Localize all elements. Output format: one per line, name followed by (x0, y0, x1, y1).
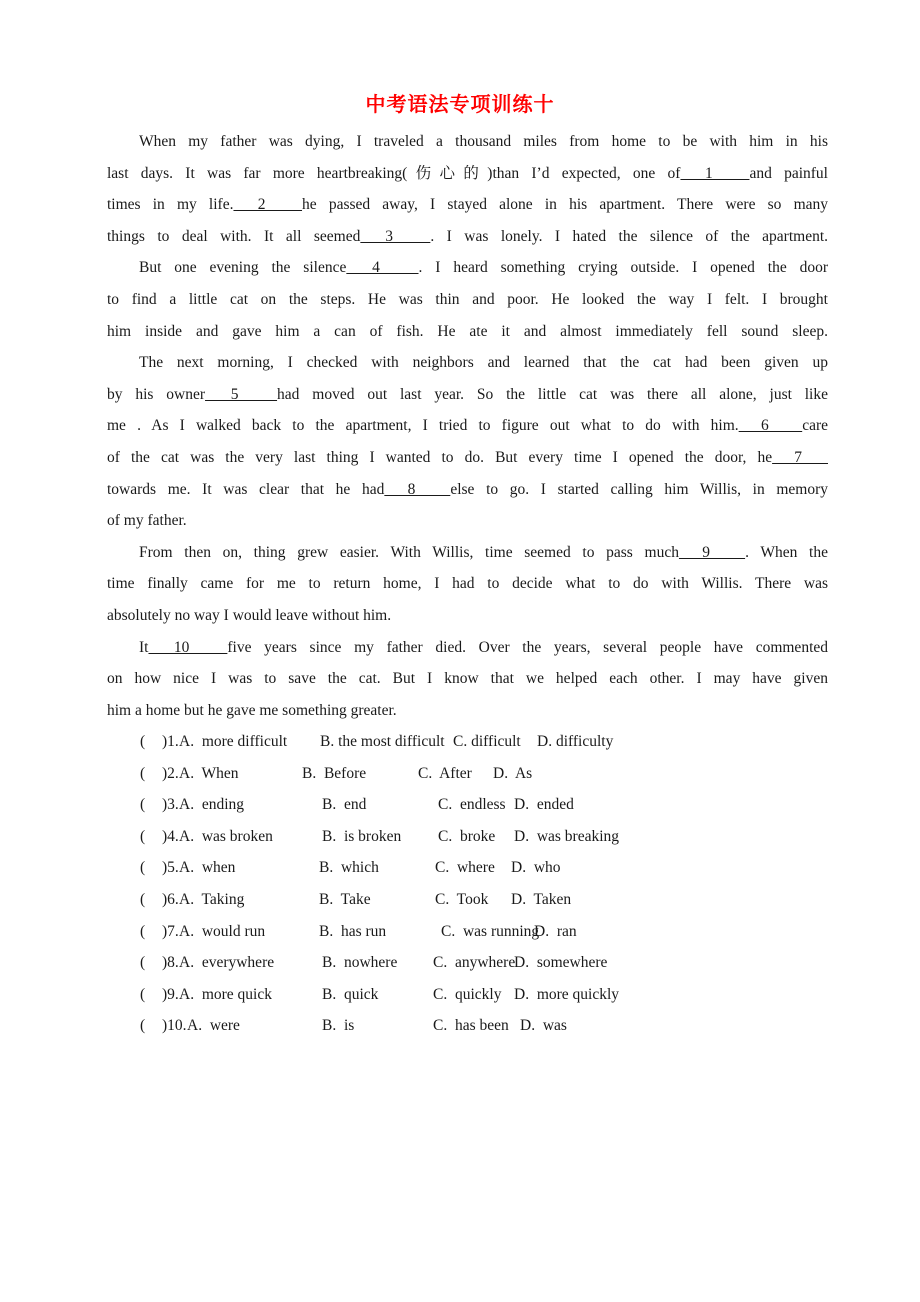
option-d[interactable]: D. who (511, 859, 561, 877)
passage-line (107, 286, 828, 318)
answer-blank[interactable]: 2 (233, 196, 303, 214)
question-row (0, 981, 920, 1013)
passage-line (107, 507, 828, 539)
passage-text: him a home but he gave me something greater. (107, 701, 397, 719)
option-a[interactable]: A. would run (179, 922, 266, 940)
passage-line (107, 634, 828, 666)
passage-line (107, 539, 828, 571)
passage-text: had moved out last year. So the little cat was there all alone, just like (277, 385, 828, 403)
passage-line (107, 602, 828, 634)
option-c[interactable]: C. Took (435, 890, 489, 908)
answer-paren[interactable]: ( (140, 764, 146, 782)
passage-line (107, 412, 828, 444)
passage-text: of my father. (107, 512, 187, 530)
question-row (0, 728, 920, 760)
passage-text: by his owner (107, 385, 206, 403)
option-c[interactable]: C. broke (438, 827, 496, 845)
option-d[interactable]: D. more quickly (514, 985, 620, 1003)
question-list (0, 728, 920, 1044)
option-c[interactable]: C. endless (438, 796, 506, 814)
option-c[interactable]: C. was running (441, 922, 540, 940)
passage-line (107, 254, 828, 286)
answer-paren[interactable]: ( (140, 922, 146, 940)
question-number: )2. (162, 764, 179, 782)
answer-blank[interactable]: 9 (678, 543, 746, 561)
passage-text: . I heard something crying outside. I opened the door (418, 259, 829, 277)
option-b[interactable]: B. has run (319, 922, 387, 940)
answer-blank[interactable]: 8 (384, 480, 451, 498)
question-number: )9. (162, 985, 179, 1003)
option-c[interactable]: C. After (418, 764, 472, 782)
answer-paren[interactable]: ( (140, 1017, 146, 1035)
passage-text: It (139, 638, 149, 656)
option-d[interactable]: D. was (520, 1017, 567, 1035)
option-d[interactable]: D. was breaking (514, 827, 620, 845)
passage-line (107, 381, 828, 413)
passage-text: But one evening the silence (139, 259, 347, 277)
option-d[interactable]: D. Taken (511, 890, 572, 908)
option-c[interactable]: C. quickly (433, 985, 502, 1003)
option-b[interactable]: B. Take (319, 890, 371, 908)
option-b[interactable]: B. is (322, 1017, 355, 1035)
option-d[interactable]: D. difficulty (537, 733, 614, 750)
option-a[interactable]: A. more quick (179, 985, 272, 1003)
option-b[interactable]: B. end (322, 796, 367, 814)
answer-blank[interactable]: 10 (148, 638, 228, 656)
option-b[interactable]: B. the most difficult (320, 733, 445, 750)
passage-text: of the cat was the very last thing I wanted to do. But every time I opened the door, he (107, 448, 773, 466)
question-number: )5. (162, 859, 179, 877)
answer-blank[interactable]: 5 (205, 385, 278, 403)
passage-text: and painful (749, 164, 828, 182)
passage-line (107, 476, 828, 508)
passage (107, 128, 828, 728)
option-a[interactable]: A. everywhere (179, 954, 275, 972)
option-b[interactable]: B. is broken (322, 827, 402, 845)
passage-text: last days. It was far more heartbreaking(伤心的)than I’d expected, one of (107, 164, 681, 182)
option-a[interactable]: A. more difficult (179, 733, 288, 750)
passage-text: five years since my father died. Over the years, several people have commented (227, 638, 828, 656)
answer-blank[interactable]: 7 (772, 448, 828, 466)
passage-line (107, 318, 828, 350)
passage-line (107, 697, 828, 729)
passage-line (107, 223, 828, 255)
passage-text: things to deal with. It all seemed (107, 227, 361, 245)
passage-text: me . As I walked back to the apartment, I tried to figure out what to do with him. (107, 417, 739, 435)
question-row (0, 886, 920, 918)
option-a[interactable]: A. when (179, 859, 236, 877)
passage-line (107, 160, 828, 192)
passage-text: absolutely no way I would leave without him. (107, 606, 392, 624)
passage-text: From then on, thing grew easier. With Willis, time seemed to pass much (139, 543, 679, 561)
answer-paren[interactable]: ( (140, 890, 146, 908)
answer-blank[interactable]: 3 (360, 227, 431, 245)
passage-text: him inside and gave him a can of fish. He ate it and almost immediately fell sound sleep. (107, 322, 828, 340)
passage-text: to find a little cat on the steps. He was thin and poor. He looked the way I felt. I brought (107, 290, 828, 308)
question-row (0, 949, 920, 981)
passage-line (107, 128, 828, 160)
option-b[interactable]: B. which (319, 859, 379, 877)
question-row (0, 823, 920, 855)
option-a[interactable]: A. Taking (179, 890, 245, 908)
answer-paren[interactable]: ( (140, 733, 146, 750)
passage-text: else to go. I started calling him Willis, in memory (450, 480, 829, 498)
option-a[interactable]: A. ending (179, 796, 245, 814)
passage-line (107, 444, 828, 476)
option-d[interactable]: D. As (493, 764, 533, 782)
question-row (0, 1012, 920, 1044)
passage-text: . I was lonely. I hated the silence of the apartment. (430, 227, 829, 245)
passage-line (107, 191, 828, 223)
option-a[interactable]: A. was broken (179, 827, 273, 845)
passage-text: . When the (745, 543, 828, 561)
passage-text: times in my life. (107, 196, 234, 214)
question-number: )8. (162, 954, 179, 972)
answer-paren[interactable]: ( (140, 827, 146, 845)
question-number: )1. (162, 733, 179, 750)
passage-text: he passed away, I stayed alone in his apartment. There were so many (302, 196, 829, 214)
passage-line (107, 665, 828, 697)
answer-paren[interactable]: ( (140, 796, 146, 814)
answer-blank[interactable]: 4 (346, 259, 419, 277)
answer-paren[interactable]: ( (140, 985, 146, 1003)
option-c[interactable]: C. anywhere (433, 954, 516, 972)
question-number: )3. (162, 796, 179, 814)
option-b[interactable]: B. Before (302, 764, 367, 782)
option-c[interactable]: C. difficult (453, 733, 521, 750)
passage-line (107, 570, 828, 602)
page-title: 中考语法专项训练十 (365, 92, 555, 116)
question-number: )7. (162, 922, 179, 940)
answer-paren[interactable]: ( (140, 954, 146, 972)
passage-text: on how nice I was to save the cat. But I know that we helped each other. I may have given (107, 670, 828, 688)
option-d[interactable]: D. somewhere (514, 954, 608, 972)
option-d[interactable]: D. ran (534, 922, 577, 940)
question-row (0, 854, 920, 886)
passage-line (107, 349, 828, 381)
question-number: )4. (162, 827, 179, 845)
option-a[interactable]: A. When (179, 764, 239, 782)
answer-blank[interactable]: 1 (680, 164, 750, 182)
answer-paren[interactable]: ( (140, 859, 146, 877)
option-c[interactable]: C. where (435, 859, 495, 877)
answer-blank[interactable]: 6 (738, 417, 803, 435)
question-row (0, 791, 920, 823)
passage-text: The next morning, I checked with neighbors and learned that the cat had been given up (139, 354, 828, 372)
question-number: )6. (162, 890, 179, 908)
passage-text: When my father was dying, I traveled a thousand miles from home to be with him in his (139, 133, 828, 150)
passage-text: time finally came for me to return home, I had to decide what to do with Willis. There was (107, 575, 828, 593)
question-number: )10. (162, 1017, 187, 1035)
question-row (0, 760, 920, 792)
option-d[interactable]: D. ended (514, 796, 574, 814)
question-row (0, 918, 920, 950)
passage-text: towards me. It was clear that he had (107, 480, 385, 498)
option-b[interactable]: B. quick (322, 985, 379, 1003)
option-c[interactable]: C. has been (433, 1017, 509, 1035)
passage-text: care (802, 417, 828, 435)
option-a[interactable]: A. were (187, 1017, 240, 1035)
option-b[interactable]: B. nowhere (322, 954, 398, 972)
